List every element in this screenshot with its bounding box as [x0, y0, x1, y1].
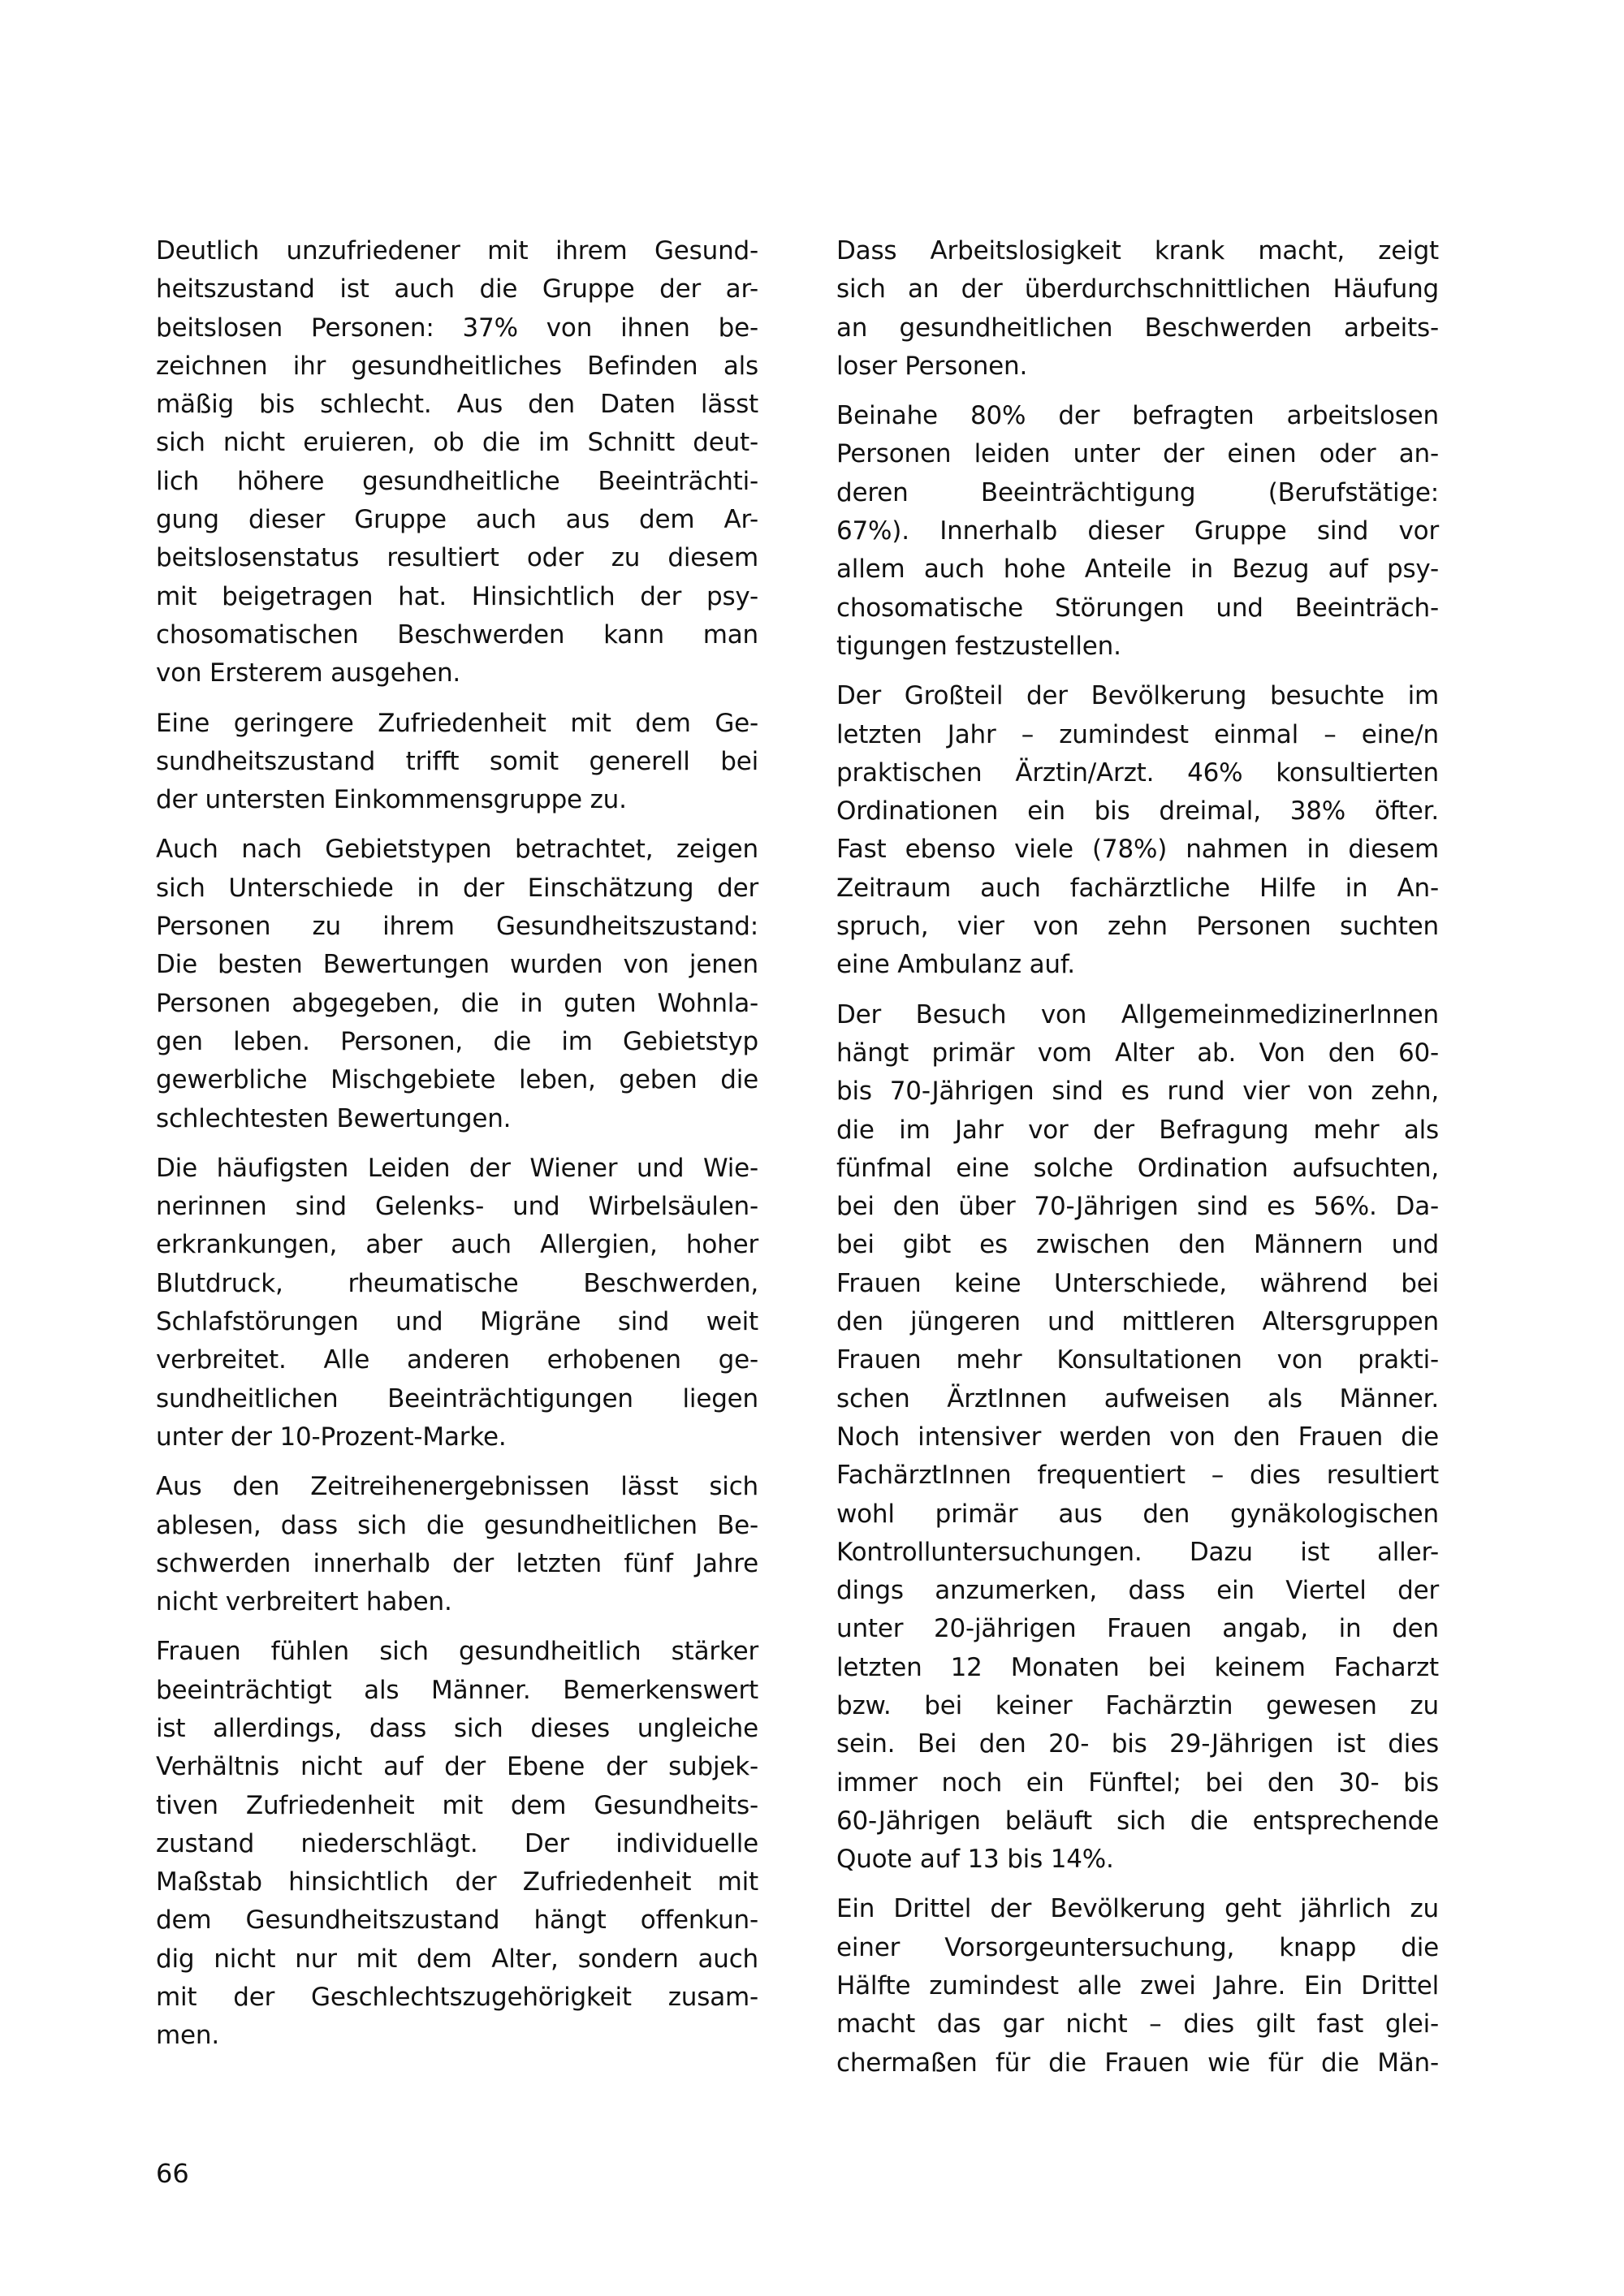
text-line: mäßig bis schlecht. Aus den Daten lässt	[156, 390, 758, 420]
paragraph	[156, 232, 758, 693]
text-line: Dass Arbeitslosigkeit krank macht, zeigt	[836, 236, 1439, 265]
text-line: beitslosenstatus resultiert oder zu diesem	[156, 543, 758, 573]
text-line: Der Großteil der Bevölkerung besuchte im	[836, 681, 1439, 711]
text-line: Personen leiden unter der einen oder an-	[836, 439, 1439, 469]
paragraph	[156, 1150, 758, 1457]
text-line: macht das gar nicht – dies gilt fast glei-	[836, 2009, 1439, 2039]
text-line: bei den über 70-Jährigen sind es 56%. Da-	[836, 1192, 1439, 1222]
text-line: FachärztInnen frequentiert – dies resultiert	[836, 1461, 1439, 1491]
text-line: Deutlich unzufriedener mit ihrem Gesund-	[156, 236, 758, 265]
text-line: Hälfte zumindest alle zwei Jahre. Ein Drittel	[836, 1971, 1439, 2001]
text-line: wohl primär aus den gynäkologischen	[836, 1499, 1439, 1529]
paragraph	[836, 397, 1439, 666]
text-line: zeichnen ihr gesundheitliches Befinden als	[156, 351, 758, 381]
text-line: Noch intensiver werden von den Frauen die	[836, 1422, 1439, 1452]
text-line: Frauen keine Unterschiede, während bei	[836, 1268, 1439, 1298]
text-line: bzw. bei keiner Fachärztin gewesen zu	[836, 1690, 1439, 1720]
text-line: an gesundheitlichen Beschwerden arbeits-	[836, 313, 1439, 343]
text-line: nerinnen sind Gelenks- und Wirbelsäulen-	[156, 1192, 758, 1222]
text-line: praktischen Ärztin/Arzt. 46% konsultierten	[836, 757, 1439, 788]
text-line: bis 70-Jährigen sind es rund vier von zehn,	[836, 1077, 1439, 1107]
text-line: chosomatischen Beschwerden kann man	[156, 619, 758, 650]
text-line: Verhältnis nicht auf der Ebene der subjek-	[156, 1752, 758, 1782]
text-line: allem auch hohe Anteile in Bezug auf psy-	[836, 555, 1439, 585]
text-line: chosomatische Störungen und Beeinträch-	[836, 593, 1439, 623]
text-line: gewerbliche Mischgebiete leben, geben die	[156, 1065, 758, 1095]
text-line: beeinträchtigt als Männer. Bemerkenswert	[156, 1675, 758, 1705]
text-line: men.	[156, 2021, 219, 2051]
text-line: gen leben. Personen, die im Gebietstyp	[156, 1026, 758, 1056]
text-line: den jüngeren und mittleren Altersgruppen	[836, 1307, 1439, 1337]
paragraph	[156, 1468, 758, 1621]
text-line: Ordinationen ein bis dreimal, 38% öfter.	[836, 796, 1439, 826]
paragraph	[156, 831, 758, 1137]
text-line: eine Ambulanz auf.	[836, 950, 1075, 980]
text-line: Ein Drittel der Bevölkerung geht jährlich zu	[836, 1894, 1439, 1924]
text-line: sundheitszustand trifft somit generell bei	[156, 746, 758, 776]
text-line: Die besten Bewertungen wurden von jenen	[156, 950, 758, 980]
text-line: schwerden innerhalb der letzten fünf Jahre	[156, 1548, 758, 1578]
text-line: zustand niederschlägt. Der individuelle	[156, 1828, 758, 1858]
text-line: Personen zu ihrem Gesundheitszustand:	[156, 912, 758, 942]
text-line: Schlafstörungen und Migräne sind weit	[156, 1307, 758, 1337]
text-line: erkrankungen, aber auch Allergien, hoher	[156, 1230, 758, 1260]
text-line: loser Personen.	[836, 351, 1028, 381]
text-line: von Ersterem ausgehen.	[156, 658, 461, 688]
text-line: letzten 12 Monaten bei keinem Facharzt	[836, 1652, 1439, 1682]
paragraph	[156, 1633, 758, 2055]
paragraph	[156, 705, 758, 820]
text-line: einer Vorsorgeuntersuchung, knapp die	[836, 1932, 1439, 1962]
text-line: der untersten Einkommensgruppe zu.	[156, 785, 627, 815]
text-line: deren Beeinträchtigung (Berufstätige:	[836, 477, 1439, 507]
text-line: sein. Bei den 20- bis 29-Jährigen ist dies	[836, 1729, 1439, 1759]
text-line: 67%). Innerhalb dieser Gruppe sind vor	[836, 516, 1439, 546]
text-line: Zeitraum auch fachärztliche Hilfe in An-	[836, 873, 1439, 903]
text-line: verbreitet. Alle anderen erhobenen ge-	[156, 1345, 758, 1375]
text-line: schlechtesten Bewertungen.	[156, 1103, 512, 1133]
text-line: mit beigetragen hat. Hinsichtlich der psy-	[156, 581, 758, 611]
text-line: Der Besuch von AllgemeinmedizinerInnen	[836, 999, 1439, 1029]
text-line: bei gibt es zwischen den Männern und	[836, 1230, 1439, 1260]
text-line: Kontrolluntersuchungen. Dazu ist aller-	[836, 1537, 1439, 1567]
text-line: gung dieser Gruppe auch aus dem Ar-	[156, 505, 758, 535]
text-line: chermaßen für die Frauen wie für die Män-	[836, 2048, 1439, 2078]
text-line: heitszustand ist auch die Gruppe der ar-	[156, 274, 758, 304]
text-line: Eine geringere Zufriedenheit mit dem Ge-	[156, 708, 758, 738]
text-line: sundheitlichen Beeinträchtigungen liegen	[156, 1383, 758, 1413]
text-line: Auch nach Gebietstypen betrachtet, zeigen	[156, 835, 758, 865]
text-line: sich Unterschiede in der Einschätzung der	[156, 873, 758, 903]
text-line: Quote auf 13 bis 14%.	[836, 1845, 1114, 1875]
text-line: beitslosen Personen: 37% von ihnen be-	[156, 313, 758, 343]
text-line: spruch, vier von zehn Personen suchten	[836, 912, 1439, 942]
text-line: dings anzumerken, dass ein Viertel der	[836, 1576, 1439, 1606]
text-line: Maßstab hinsichtlich der Zufriedenheit mit	[156, 1867, 758, 1897]
text-line: ablesen, dass sich die gesundheitlichen Be-	[156, 1510, 758, 1540]
text-line: ist allerdings, dass sich dieses ungleiche	[156, 1713, 758, 1743]
paragraph	[836, 232, 1439, 386]
text-line: sich an der überdurchschnittlichen Häufung	[836, 274, 1439, 304]
text-line: tiven Zufriedenheit mit dem Gesundheits-	[156, 1790, 758, 1820]
text-line: fünfmal eine solche Ordination aufsuchten,	[836, 1153, 1439, 1183]
text-line: lich höhere gesundheitliche Beeinträchti-	[156, 466, 758, 496]
text-line: letzten Jahr – zumindest einmal – eine/n	[836, 719, 1439, 749]
text-line: Fast ebenso viele (78%) nahmen in diesem	[836, 835, 1439, 865]
paragraph	[836, 996, 1439, 1880]
text-line: nicht verbreitert haben.	[156, 1587, 452, 1617]
text-line: die im Jahr vor der Befragung mehr als	[836, 1115, 1439, 1145]
text-line: mit der Geschlechtszugehörigkeit zusam-	[156, 1983, 758, 2013]
text-line: immer noch ein Fünftel; bei den 30- bis	[836, 1767, 1439, 1798]
text-line: sich nicht eruieren, ob die im Schnitt deut-	[156, 428, 758, 458]
text-line: dem Gesundheitszustand hängt offenkun-	[156, 1905, 758, 1936]
text-line: Die häufigsten Leiden der Wiener und Wie-	[156, 1153, 758, 1183]
text-line: Blutdruck, rheumatische Beschwerden,	[156, 1268, 758, 1298]
right-column	[836, 232, 1439, 2094]
text-line: schen ÄrztInnen aufweisen als Männer.	[836, 1383, 1439, 1413]
text-line: 60-Jährigen beläuft sich die entsprechende	[836, 1806, 1439, 1836]
text-line: dig nicht nur mit dem Alter, sondern auch	[156, 1944, 758, 1974]
paragraph	[836, 677, 1439, 984]
text-line: Aus den Zeitreihenergebnissen lässt sich	[156, 1472, 758, 1502]
text-line: Frauen mehr Konsultationen von prakti-	[836, 1345, 1439, 1375]
paragraph	[836, 1890, 1439, 2082]
text-line: tigungen festzustellen.	[836, 631, 1121, 661]
text-line: unter 20-jährigen Frauen angab, in den	[836, 1614, 1439, 1644]
text-line: unter der 10-Prozent-Marke.	[156, 1422, 507, 1452]
text-line: hängt primär vom Alter ab. Von den 60-	[836, 1038, 1439, 1068]
left-column	[156, 232, 758, 2067]
page-number: 66	[156, 2158, 189, 2189]
text-line: Beinahe 80% der befragten arbeitslosen	[836, 401, 1439, 431]
text-line: Frauen fühlen sich gesundheitlich stärker	[156, 1637, 758, 1667]
text-line: Personen abgegeben, die in guten Wohnla-	[156, 988, 758, 1018]
